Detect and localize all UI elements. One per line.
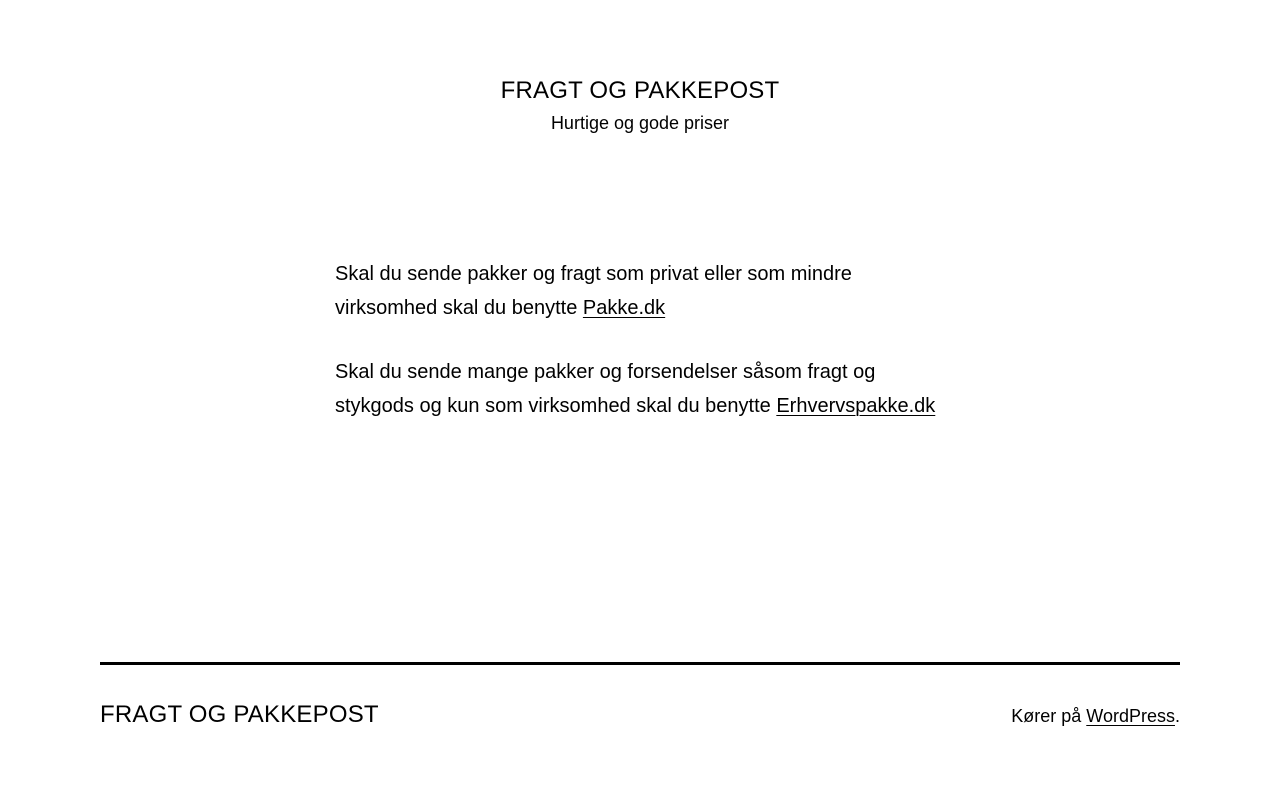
paragraph-business [335, 355, 945, 423]
pakke-dk-link[interactable]: Pakke.dk [582, 297, 666, 319]
paragraph-business-text: Skal du sende mange pakker og forsendelser såsom fragt og stykgods og kun som virksomhed skal du benytte [335, 361, 876, 417]
footer-credit-suffix: . [1174, 706, 1180, 726]
footer-credit-prefix: Kører på [1011, 706, 1087, 726]
paragraph-private-text: Skal du sende pakker og fragt som privat eller som mindre virksomhed skal du benytte [335, 263, 852, 319]
site-tagline: Hurtige og gode priser [550, 113, 730, 133]
site-header [0, 76, 1280, 135]
footer-site-title-link[interactable]: FRAGT OG PAKKEPOST [100, 701, 379, 728]
site-title-link[interactable]: FRAGT OG PAKKEPOST [500, 77, 780, 104]
erhvervspakke-dk-link[interactable]: Erhvervspakke.dk [776, 395, 936, 417]
wordpress-link[interactable]: WordPress [1086, 706, 1175, 726]
footer-divider [100, 662, 1180, 665]
paragraph-private [335, 257, 945, 325]
footer-credit [1011, 704, 1180, 728]
main-content [335, 257, 945, 453]
